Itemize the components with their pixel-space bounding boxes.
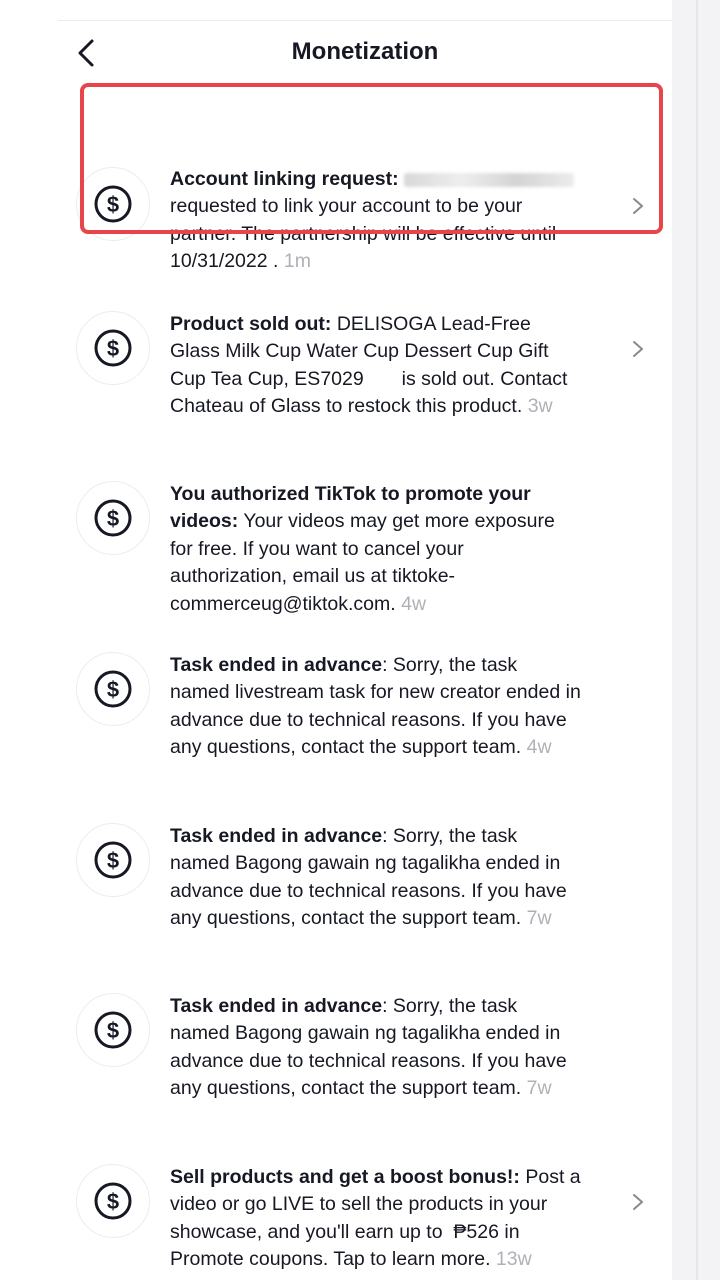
dollar-circle-icon bbox=[76, 823, 150, 897]
notification-body: : Sorry, the task named livestream task for new creator ended in advance due to technical reasons. If you have any questions, contact the support team. bbox=[170, 654, 581, 759]
page-title: Monetization bbox=[291, 38, 439, 65]
notification-text bbox=[170, 993, 582, 1103]
notification-time: 7w bbox=[526, 1077, 552, 1100]
notification-text bbox=[170, 652, 582, 762]
dollar-circle-icon bbox=[76, 1164, 150, 1238]
svg-text:$: $ bbox=[106, 677, 120, 702]
notification-item[interactable] bbox=[58, 481, 672, 618]
notification-time: 1m bbox=[283, 250, 311, 273]
notification-text bbox=[170, 311, 582, 421]
notification-item[interactable] bbox=[58, 1164, 672, 1274]
notification-item[interactable] bbox=[58, 652, 672, 762]
notification-title: Sell products and get a boost bonus!: bbox=[170, 1166, 520, 1188]
notification-title: Task ended in advance bbox=[170, 654, 383, 676]
left-gutter bbox=[0, 0, 58, 1280]
chevron-right-icon bbox=[628, 339, 648, 359]
notification-body: Post a video or go LIVE to sell the products in your showcase, and you'll earn up to ₱526 in Promote coupons. Tap to learn more. bbox=[170, 1166, 587, 1271]
notification-item[interactable] bbox=[58, 823, 672, 933]
notification-body: DELISOGA Lead-Free Glass Milk Cup Water Cup Dessert Cup Gift Cup Tea Cup, ES7029 is sold out. Contact Chateau of Glass to restock this product. bbox=[170, 313, 573, 418]
notification-title: Account linking request: bbox=[170, 168, 399, 190]
panel-divider bbox=[696, 0, 698, 1280]
dollar-circle-icon bbox=[76, 311, 150, 385]
dollar-circle-icon bbox=[76, 993, 150, 1067]
svg-text:$: $ bbox=[106, 192, 120, 217]
notification-title: Task ended in advance bbox=[170, 825, 383, 847]
notification-title: You authorized TikTok to promote your videos: bbox=[170, 483, 531, 533]
notification-body: Your videos may get more exposure for free. If you want to cancel your authorization, email us at tiktoke-commerceug@tiktok.com. bbox=[170, 510, 555, 615]
notification-text bbox=[170, 166, 582, 276]
svg-text:$: $ bbox=[106, 1018, 120, 1043]
notification-time: 13w bbox=[495, 1248, 532, 1271]
notification-time: 4w bbox=[526, 736, 552, 759]
header-bar bbox=[58, 21, 672, 83]
dollar-circle-icon bbox=[76, 652, 150, 726]
svg-text:$: $ bbox=[106, 506, 120, 531]
notification-time: 3w bbox=[527, 395, 553, 418]
dollar-circle-icon bbox=[76, 481, 150, 555]
notification-title: Task ended in advance bbox=[170, 995, 383, 1017]
notification-body: requested to link your account to be your partner. The partnership will be effective until 10/31/2022 . bbox=[170, 195, 557, 273]
notification-text bbox=[170, 823, 582, 933]
right-side-panel bbox=[672, 0, 720, 1280]
notification-body: : Sorry, the task named Bagong gawain ng tagalikha ended in advance due to technical reasons. If you have any questions, contact the support team. bbox=[170, 995, 567, 1100]
notification-body: : Sorry, the task named Bagong gawain ng tagalikha ended in advance due to technical reasons. If you have any questions, contact the support team. bbox=[170, 825, 567, 930]
notification-text bbox=[170, 1164, 587, 1274]
notification-title: Product sold out: bbox=[170, 313, 332, 335]
notification-time: 4w bbox=[401, 592, 427, 615]
notification-text bbox=[170, 481, 582, 618]
chevron-right-icon bbox=[628, 1192, 648, 1212]
notification-item[interactable] bbox=[58, 311, 672, 421]
dollar-circle-icon bbox=[76, 167, 150, 241]
notification-time: 7w bbox=[526, 907, 552, 930]
svg-text:$: $ bbox=[106, 848, 120, 873]
notification-item[interactable] bbox=[58, 166, 672, 276]
svg-text:$: $ bbox=[106, 1189, 120, 1214]
svg-text:$: $ bbox=[106, 336, 120, 361]
notification-item[interactable] bbox=[58, 993, 672, 1103]
monetization-screen bbox=[58, 21, 672, 1280]
redacted-username bbox=[404, 173, 574, 187]
chevron-right-icon bbox=[628, 196, 648, 216]
